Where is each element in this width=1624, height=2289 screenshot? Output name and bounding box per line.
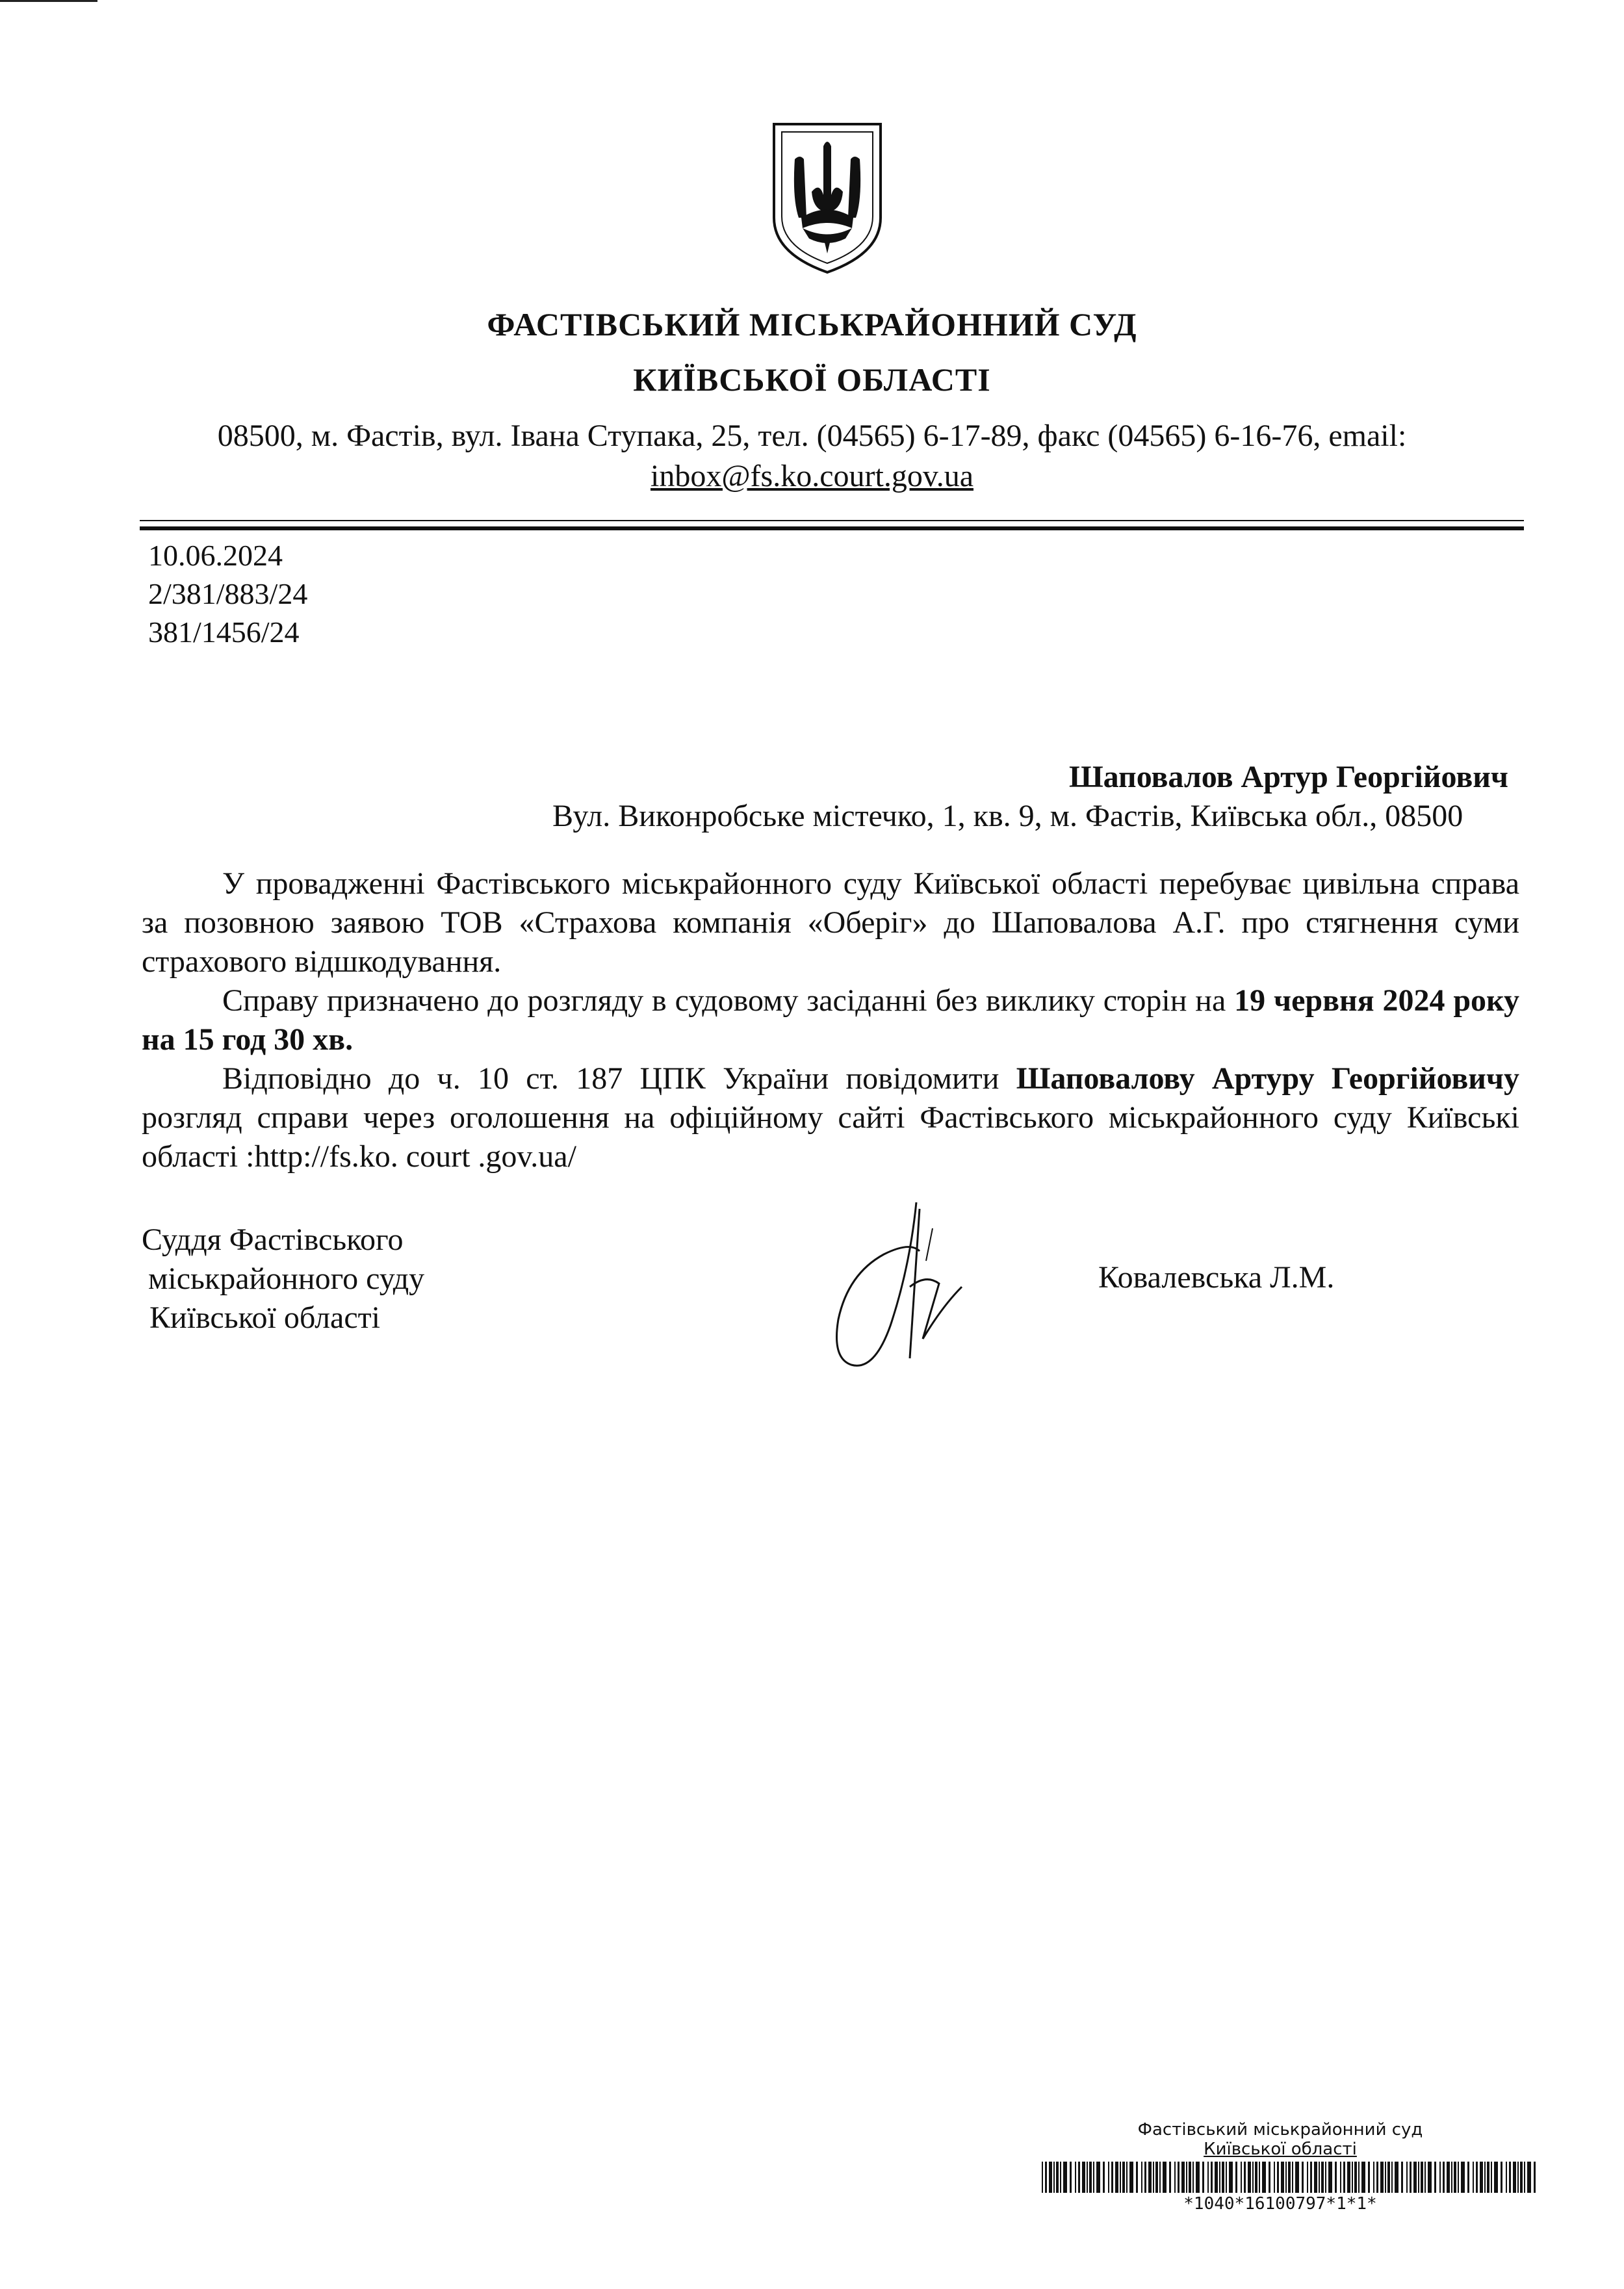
body-paragraph-1: У провадженні Фастівського міськрайонного суду Київської області перебуває цивільна справа за позовною заявою ТОВ «Страхова компанія «Оберіг» до Шаповалова А.Г. про стягнення суми страхового відшкодування. bbox=[142, 866, 1519, 979]
registry-stamp-court: Фастівський міськрайонний суд bbox=[1137, 2120, 1423, 2140]
body-paragraph-2 bbox=[142, 981, 1519, 1059]
judge-title-line1: Суддя Фастівського bbox=[142, 1222, 404, 1257]
recipient-name: Шаповалов Артур Георгійович bbox=[1068, 760, 1508, 794]
document-date: 10.06.2024 bbox=[148, 539, 283, 572]
header-divider-thick bbox=[140, 526, 1524, 530]
judge-title-block bbox=[142, 1221, 424, 1338]
header-divider-thin bbox=[140, 520, 1524, 521]
case-number: 381/1456/24 bbox=[148, 615, 300, 649]
judge-name: Ковалевська Л.М. bbox=[1098, 1260, 1335, 1295]
court-name-line2: КИЇВСЬКОЇ ОБЛАСТІ bbox=[633, 361, 991, 398]
trident-coat-of-arms-icon bbox=[769, 120, 886, 276]
notice-text-post: розгляд справи через оголошення на офіційному сайті Фастівського міськрайонного суду Київські області :http://fs.ko. court .gov.ua/ bbox=[142, 1100, 1519, 1174]
registry-stamp-region: Київської області bbox=[1204, 2140, 1357, 2159]
court-name-line1: ФАСТІВСЬКИЙ МІСЬКРАЙОННИЙ СУД bbox=[487, 306, 1137, 343]
notice-text-pre: Відповідно до ч. 10 ст. 187 ЦПК України повідомити bbox=[222, 1061, 1016, 1096]
body-paragraph-3 bbox=[142, 1059, 1519, 1176]
letter-body bbox=[142, 864, 1519, 1176]
registry-barcode-text: *1040*16100797*1*1* bbox=[1183, 2194, 1377, 2214]
handwritten-signature bbox=[812, 1189, 1007, 1378]
judge-title-line3: Київської області bbox=[149, 1300, 380, 1335]
notice-recipient: Шаповалову Артуру Георгійовичу bbox=[1016, 1061, 1520, 1096]
hearing-text: Справу призначено до розгляду в судовому засіданні без виклику сторін на bbox=[222, 983, 1235, 1018]
court-address: 08500, м. Фастів, вул. Івана Ступака, 25, тел. (04565) 6-17-89, факс (04565) 6-16-76, email: bbox=[217, 419, 1407, 453]
top-edge-mark bbox=[0, 0, 97, 2]
judge-title-line2: міськрайонного суду bbox=[148, 1261, 425, 1296]
hearing-datetime: 19 червня 2024 року на 15 год 30 хв. bbox=[142, 983, 1519, 1057]
recipient-address: Вул. Виконробське містечко, 1, кв. 9, м. Фастів, Київська обл., 08500 bbox=[552, 799, 1463, 833]
court-email-link[interactable]: inbox@fs.ko.court.gov.ua bbox=[650, 459, 973, 493]
outgoing-number: 2/381/883/24 bbox=[148, 577, 308, 610]
registry-barcode bbox=[1042, 2162, 1542, 2193]
